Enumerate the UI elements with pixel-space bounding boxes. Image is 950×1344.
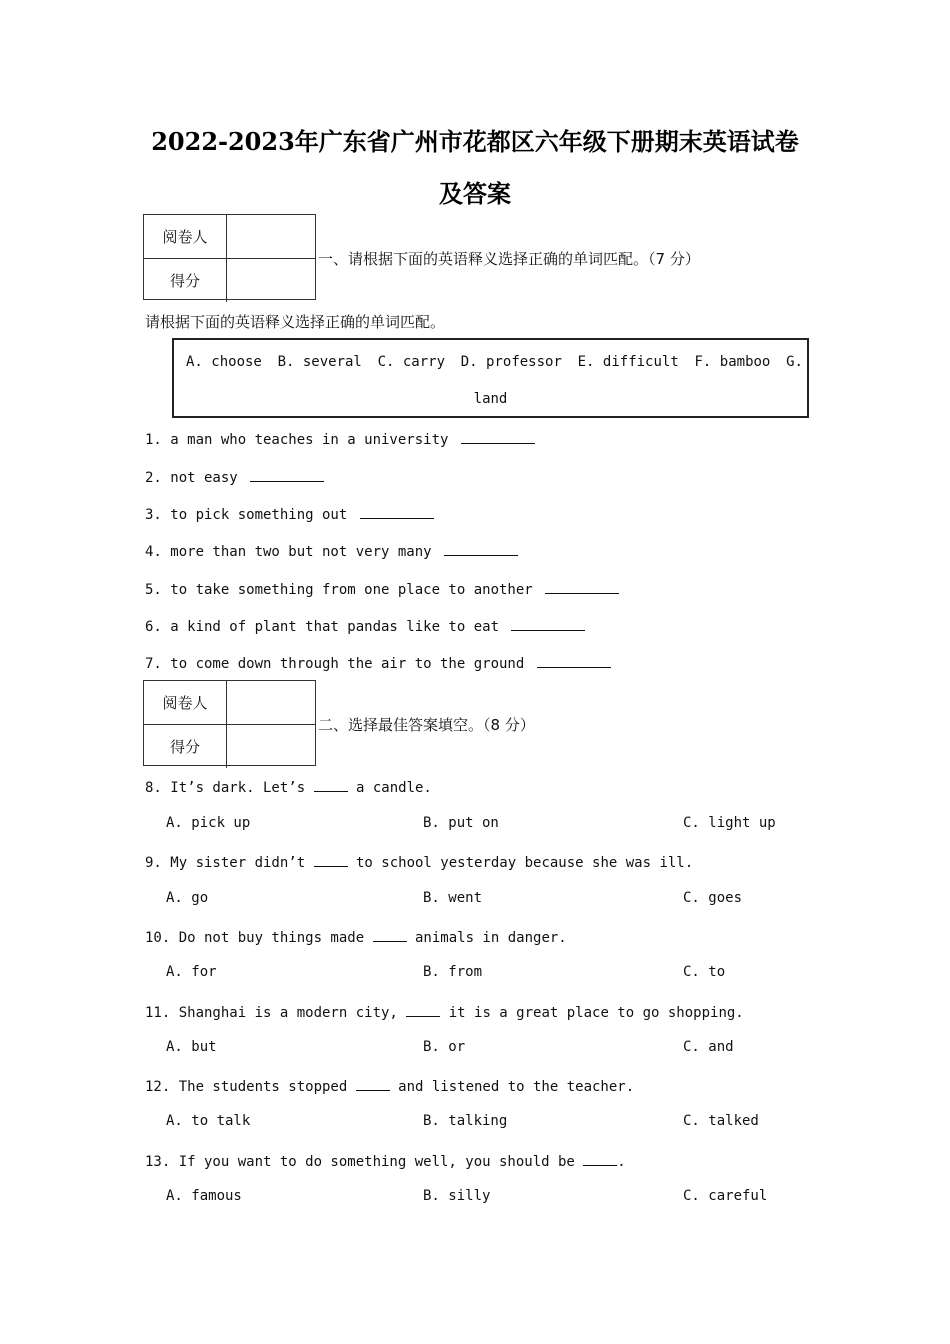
answer-blank[interactable]: [583, 1151, 617, 1166]
score-box-1: [143, 214, 316, 300]
reviewer-label: 阅卷人: [144, 215, 227, 258]
question-4: 4. more than two but not very many: [145, 541, 518, 560]
word-option: G.: [786, 354, 803, 370]
answer-blank[interactable]: [314, 777, 348, 792]
word-option: F. bamboo: [694, 354, 771, 370]
answer-blank[interactable]: [511, 616, 585, 631]
section1-heading: 一、请根据下面的英语释义选择正确的单词匹配。（7 分）: [318, 250, 700, 268]
word-option: E. difficult: [577, 354, 679, 370]
section1-instruction: 请根据下面的英语释义选择正确的单词匹配。: [145, 313, 446, 331]
option-b[interactable]: B. went: [423, 890, 483, 906]
word-option: C. carry: [377, 354, 446, 370]
option-a[interactable]: A. famous: [166, 1188, 242, 1204]
word-option: D. professor: [460, 354, 562, 370]
option-a[interactable]: A. to talk: [166, 1113, 251, 1129]
word-option: B. several: [277, 354, 362, 370]
question-1: 1. a man who teaches in a university: [145, 429, 535, 448]
answer-blank[interactable]: [250, 467, 324, 482]
option-c[interactable]: C. to: [683, 964, 726, 980]
option-b[interactable]: B. talking: [423, 1113, 508, 1129]
reviewer-cell[interactable]: [227, 681, 315, 724]
option-b[interactable]: B. from: [423, 964, 483, 980]
word-option: A. choose: [186, 354, 262, 370]
option-c[interactable]: C. talked: [683, 1113, 759, 1129]
question-7: 7. to come down through the air to the ground: [145, 653, 611, 672]
answer-blank[interactable]: [314, 852, 348, 867]
question-5: 5. to take something from one place to another: [145, 579, 619, 598]
question-9: 9. My sister didn’t to school yesterday because she was ill.: [145, 852, 693, 871]
reviewer-cell[interactable]: [227, 215, 315, 258]
option-a[interactable]: A. for: [166, 964, 217, 980]
answer-blank[interactable]: [545, 579, 619, 594]
score-cell[interactable]: [227, 725, 315, 768]
word-option-wrap: land: [473, 391, 508, 407]
score-label: 得分: [144, 259, 227, 302]
score-cell[interactable]: [227, 259, 315, 302]
score-box-2: [143, 680, 316, 766]
option-b[interactable]: B. silly: [423, 1188, 491, 1204]
question-12: 12. The students stopped and listened to the teacher.: [145, 1076, 634, 1095]
word-bank: [172, 338, 809, 418]
option-b[interactable]: B. put on: [423, 815, 499, 831]
answer-blank[interactable]: [373, 927, 407, 942]
options-13: [0, 1188, 950, 1252]
answer-blank[interactable]: [406, 1002, 440, 1017]
answer-blank[interactable]: [537, 653, 611, 668]
option-c[interactable]: C. and: [683, 1039, 734, 1055]
answer-blank[interactable]: [360, 504, 434, 519]
question-13: 13. If you want to do something well, you should be .: [145, 1151, 626, 1170]
question-3: 3. to pick something out: [145, 504, 434, 523]
question-10: 10. Do not buy things made animals in danger.: [145, 927, 567, 946]
answer-blank[interactable]: [461, 429, 535, 444]
option-b[interactable]: B. or: [423, 1039, 466, 1055]
answer-blank[interactable]: [444, 541, 518, 556]
question-6: 6. a kind of plant that pandas like to eat: [145, 616, 585, 635]
option-c[interactable]: C. careful: [683, 1188, 768, 1204]
reviewer-label: 阅卷人: [144, 681, 227, 724]
exam-title-line2: 及答案: [439, 179, 511, 208]
option-c[interactable]: C. light up: [683, 815, 776, 831]
option-a[interactable]: A. pick up: [166, 815, 251, 831]
answer-blank[interactable]: [356, 1076, 390, 1091]
exam-title-line1: 2022-2023年广东省广州市花都区六年级下册期末英语试卷: [151, 127, 799, 156]
option-c[interactable]: C. goes: [683, 890, 743, 906]
section2-heading: 二、选择最佳答案填空。（8 分）: [318, 716, 535, 734]
question-2: 2. not easy: [145, 467, 324, 486]
score-label: 得分: [144, 725, 227, 768]
question-11: 11. Shanghai is a modern city, it is a great place to go shopping.: [145, 1002, 744, 1021]
option-a[interactable]: A. but: [166, 1039, 217, 1055]
option-a[interactable]: A. go: [166, 890, 209, 906]
question-8: 8. It’s dark. Let’s a candle.: [145, 777, 432, 796]
